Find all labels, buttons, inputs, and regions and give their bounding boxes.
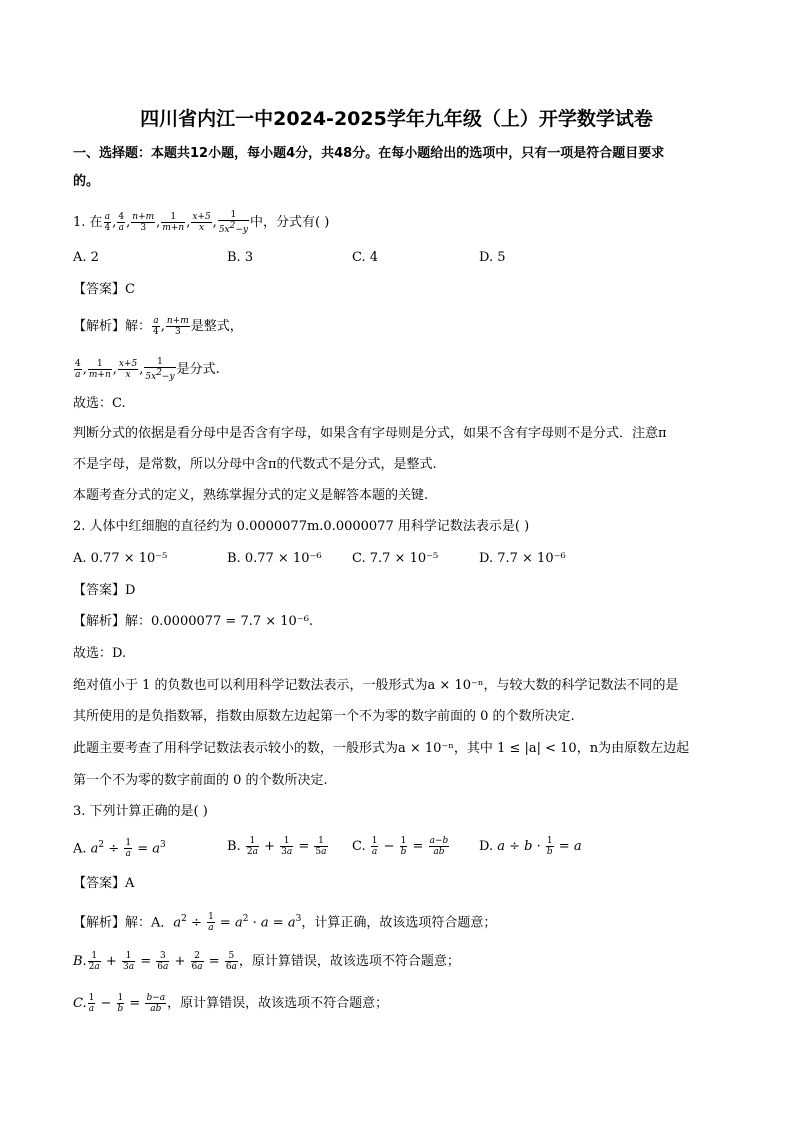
q1-analysis-line2-suffix: 是分式.	[176, 362, 220, 377]
frac: $\frac{a-b}{ab}$	[429, 836, 449, 857]
frac: $\frac{1}{2a}$	[88, 951, 100, 972]
frac: $\frac{1}{b}$	[546, 836, 553, 857]
frac: $\frac{1}{5x^2-y}$	[218, 210, 248, 235]
q3-analysis-b: B. $\frac{1}{2a}$ + $\frac{1}{3a}$ = $\frac{3}{6a}$ + $\frac{2}{6a}$ = $\frac{5}{6a}$ ，原计算错误，故该选项不符合题意；	[73, 951, 460, 972]
q2-explain-2: 其所使用的是负指数幂，指数由原数左边起第一个不为零的数字前面的 0 的个数所决定.	[73, 709, 575, 724]
q2-option-b: B. 0.77 × 10⁻⁶	[227, 551, 322, 566]
q1-option-b: B. 3	[227, 250, 254, 265]
frac: $\frac{2}{6a}$	[191, 951, 203, 972]
q1-analysis-prefix: 【解析】解：	[73, 319, 152, 334]
q1-explain-1: 判断分式的依据是看分母中是否含有字母，如果含有字母则是分式，如果不含有字母则不是分式．注意π	[73, 426, 667, 441]
q2-answer: 【答案】D	[73, 583, 136, 598]
q1-stem: 1. 在 $\frac{a}{4}$ , $\frac{4}{a}$ , $\frac{n+m}{3}$ , $\frac{1}{m+n}$ , $\frac{x+5}{x}$ , $\frac{1}{5x^2-y}$ 中，分式有( )	[73, 210, 330, 235]
frac: $\frac{1}{b}$	[117, 993, 124, 1014]
q2-stem: 2. 人体中红细胞的直径约为 0.0000077m.0.0000077 用科学记数法表示是( )	[73, 519, 530, 534]
q3-option-b: B. $\frac{1}{2a}$ + $\frac{1}{3a}$ = $\frac{1}{5a}$	[227, 836, 327, 857]
q2-explain-4: 第一个不为零的数字前面的 0 的个数所决定.	[73, 773, 328, 788]
q3-analysis-c: C. $\frac{1}{a}$ − $\frac{1}{b}$ = $\frac{b-a}{ab}$ ，原计算错误，故该选项不符合题意；	[73, 993, 389, 1014]
frac: $\frac{1}{3a}$	[122, 951, 135, 972]
frac: $\frac{1}{5x^2-y}$	[145, 357, 175, 382]
q1-option-a: A. 2	[73, 250, 99, 265]
q1-analysis: 【解析】解： $\frac{a}{4}$ , $\frac{n+m}{3}$ 是整式，	[73, 316, 243, 337]
frac: $\frac{x+5}{x}$	[118, 359, 138, 380]
frac: $\frac{n+m}{3}$	[132, 212, 155, 233]
frac: $\frac{4}{a}$	[75, 359, 81, 380]
q2-analysis: 【解析】解：0.0000077 = 7.7 × 10⁻⁶.	[73, 614, 314, 629]
frac: $\frac{1}{5a}$	[315, 836, 327, 857]
q1-option-c: C. 4	[352, 250, 379, 265]
q2-explain-1: 绝对值小于 1 的负数也可以利用科学记数法表示，一般形式为a × 10⁻ⁿ，与较大数的科学记数法不同的是	[73, 678, 679, 693]
q3-answer: 【答案】A	[73, 876, 135, 891]
frac: $\frac{x+5}{x}$	[192, 212, 211, 233]
frac: $\frac{1}{3a}$	[281, 836, 293, 857]
frac: $\frac{1}{a}$	[371, 836, 378, 857]
q3-option-a: A. $a^2$ ÷ $\frac{1}{a}$ = $a^3$	[73, 838, 166, 860]
frac: $\frac{n+m}{3}$	[166, 316, 189, 337]
frac: $\frac{1}{b}$	[400, 836, 407, 857]
frac: $\frac{1}{a}$	[88, 993, 95, 1014]
q2-explain-3: 此题主要考查了用科学记数法表示较小的数，一般形式为a × 10⁻ⁿ，其中 1 ≤ |a| < 10，n为由原数左边起	[73, 741, 690, 756]
q2-option-c: C. 7.7 × 10⁻⁵	[352, 551, 439, 566]
q3-c-comment: ，原计算错误，故该选项不符合题意；	[167, 996, 389, 1011]
q3-analysis-a: 【解析】解：A．$a^2$ ÷ $\frac{1}{a}$ = $a^2 \cdot a = a^3$，计算正确，故该选项符合题意；	[73, 912, 497, 934]
frac: $\frac{1}{m+n}$	[88, 359, 111, 380]
q1-explain-2: 不是字母，是常数，所以分母中含π的代数式不是分式，是整式.	[73, 457, 437, 472]
page-title: 四川省内江一中2024-2025学年九年级（上）开学数学试卷	[140, 108, 653, 130]
frac: $\frac{b-a}{ab}$	[146, 993, 166, 1014]
frac: $\frac{1}{2a}$	[246, 836, 258, 857]
q3-stem: 3. 下列计算正确的是( )	[73, 804, 208, 819]
q1-analysis-line2: $\frac{4}{a}$ , $\frac{1}{m+n}$ , $\frac{x+5}{x}$ , $\frac{1}{5x^2-y}$ 是分式.	[75, 357, 220, 382]
q3-analysis-prefix: 【解析】解：A．	[73, 915, 174, 931]
frac: $\frac{3}{6a}$	[157, 951, 169, 972]
q3-b-comment: ，原计算错误，故该选项不符合题意；	[238, 954, 460, 969]
q1-answer: 【答案】C	[73, 282, 135, 297]
frac: $\frac{1}{a}$	[208, 912, 214, 934]
q3-analysis-a-suffix: ，计算正确，故该选项符合题意；	[301, 915, 497, 931]
q1-choose: 故选：C.	[73, 396, 126, 411]
q2-choose: 故选：D.	[73, 646, 127, 661]
section-heading-cont: 的。	[73, 174, 100, 189]
q1-explain-3: 本题考查分式的定义，熟练掌握分式的定义是解答本题的关键.	[73, 488, 429, 503]
frac: $\frac{5}{6a}$	[225, 951, 237, 972]
q1-option-d: D. 5	[479, 250, 506, 265]
frac: $\frac{4}{a}$	[118, 212, 125, 233]
section-heading: 一、选择题：本题共12小题，每小题4分，共48分。在每小题给出的选项中，只有一项是符合题目要求	[73, 146, 665, 161]
frac: $\frac{a}{4}$	[104, 212, 111, 233]
frac: $\frac{a}{4}$	[153, 316, 159, 337]
frac: $\frac{1}{m+n}$	[162, 212, 185, 233]
q1-suffix: 中，分式有( )	[250, 215, 330, 230]
q1-analysis-mid: 是整式，	[190, 319, 243, 334]
q2-option-d: D. 7.7 × 10⁻⁶	[479, 551, 566, 566]
q2-option-a: A. 0.77 × 10⁻⁵	[73, 551, 168, 566]
frac: $\frac{1}{a}$	[125, 838, 132, 860]
q3-option-c: C. $\frac{1}{a}$ − $\frac{1}{b}$ = $\frac{a-b}{ab}$	[352, 836, 449, 857]
q3-option-d: D. a ÷ b · $\frac{1}{b}$ = a	[479, 836, 582, 857]
q1-prefix: 1. 在	[73, 215, 103, 230]
